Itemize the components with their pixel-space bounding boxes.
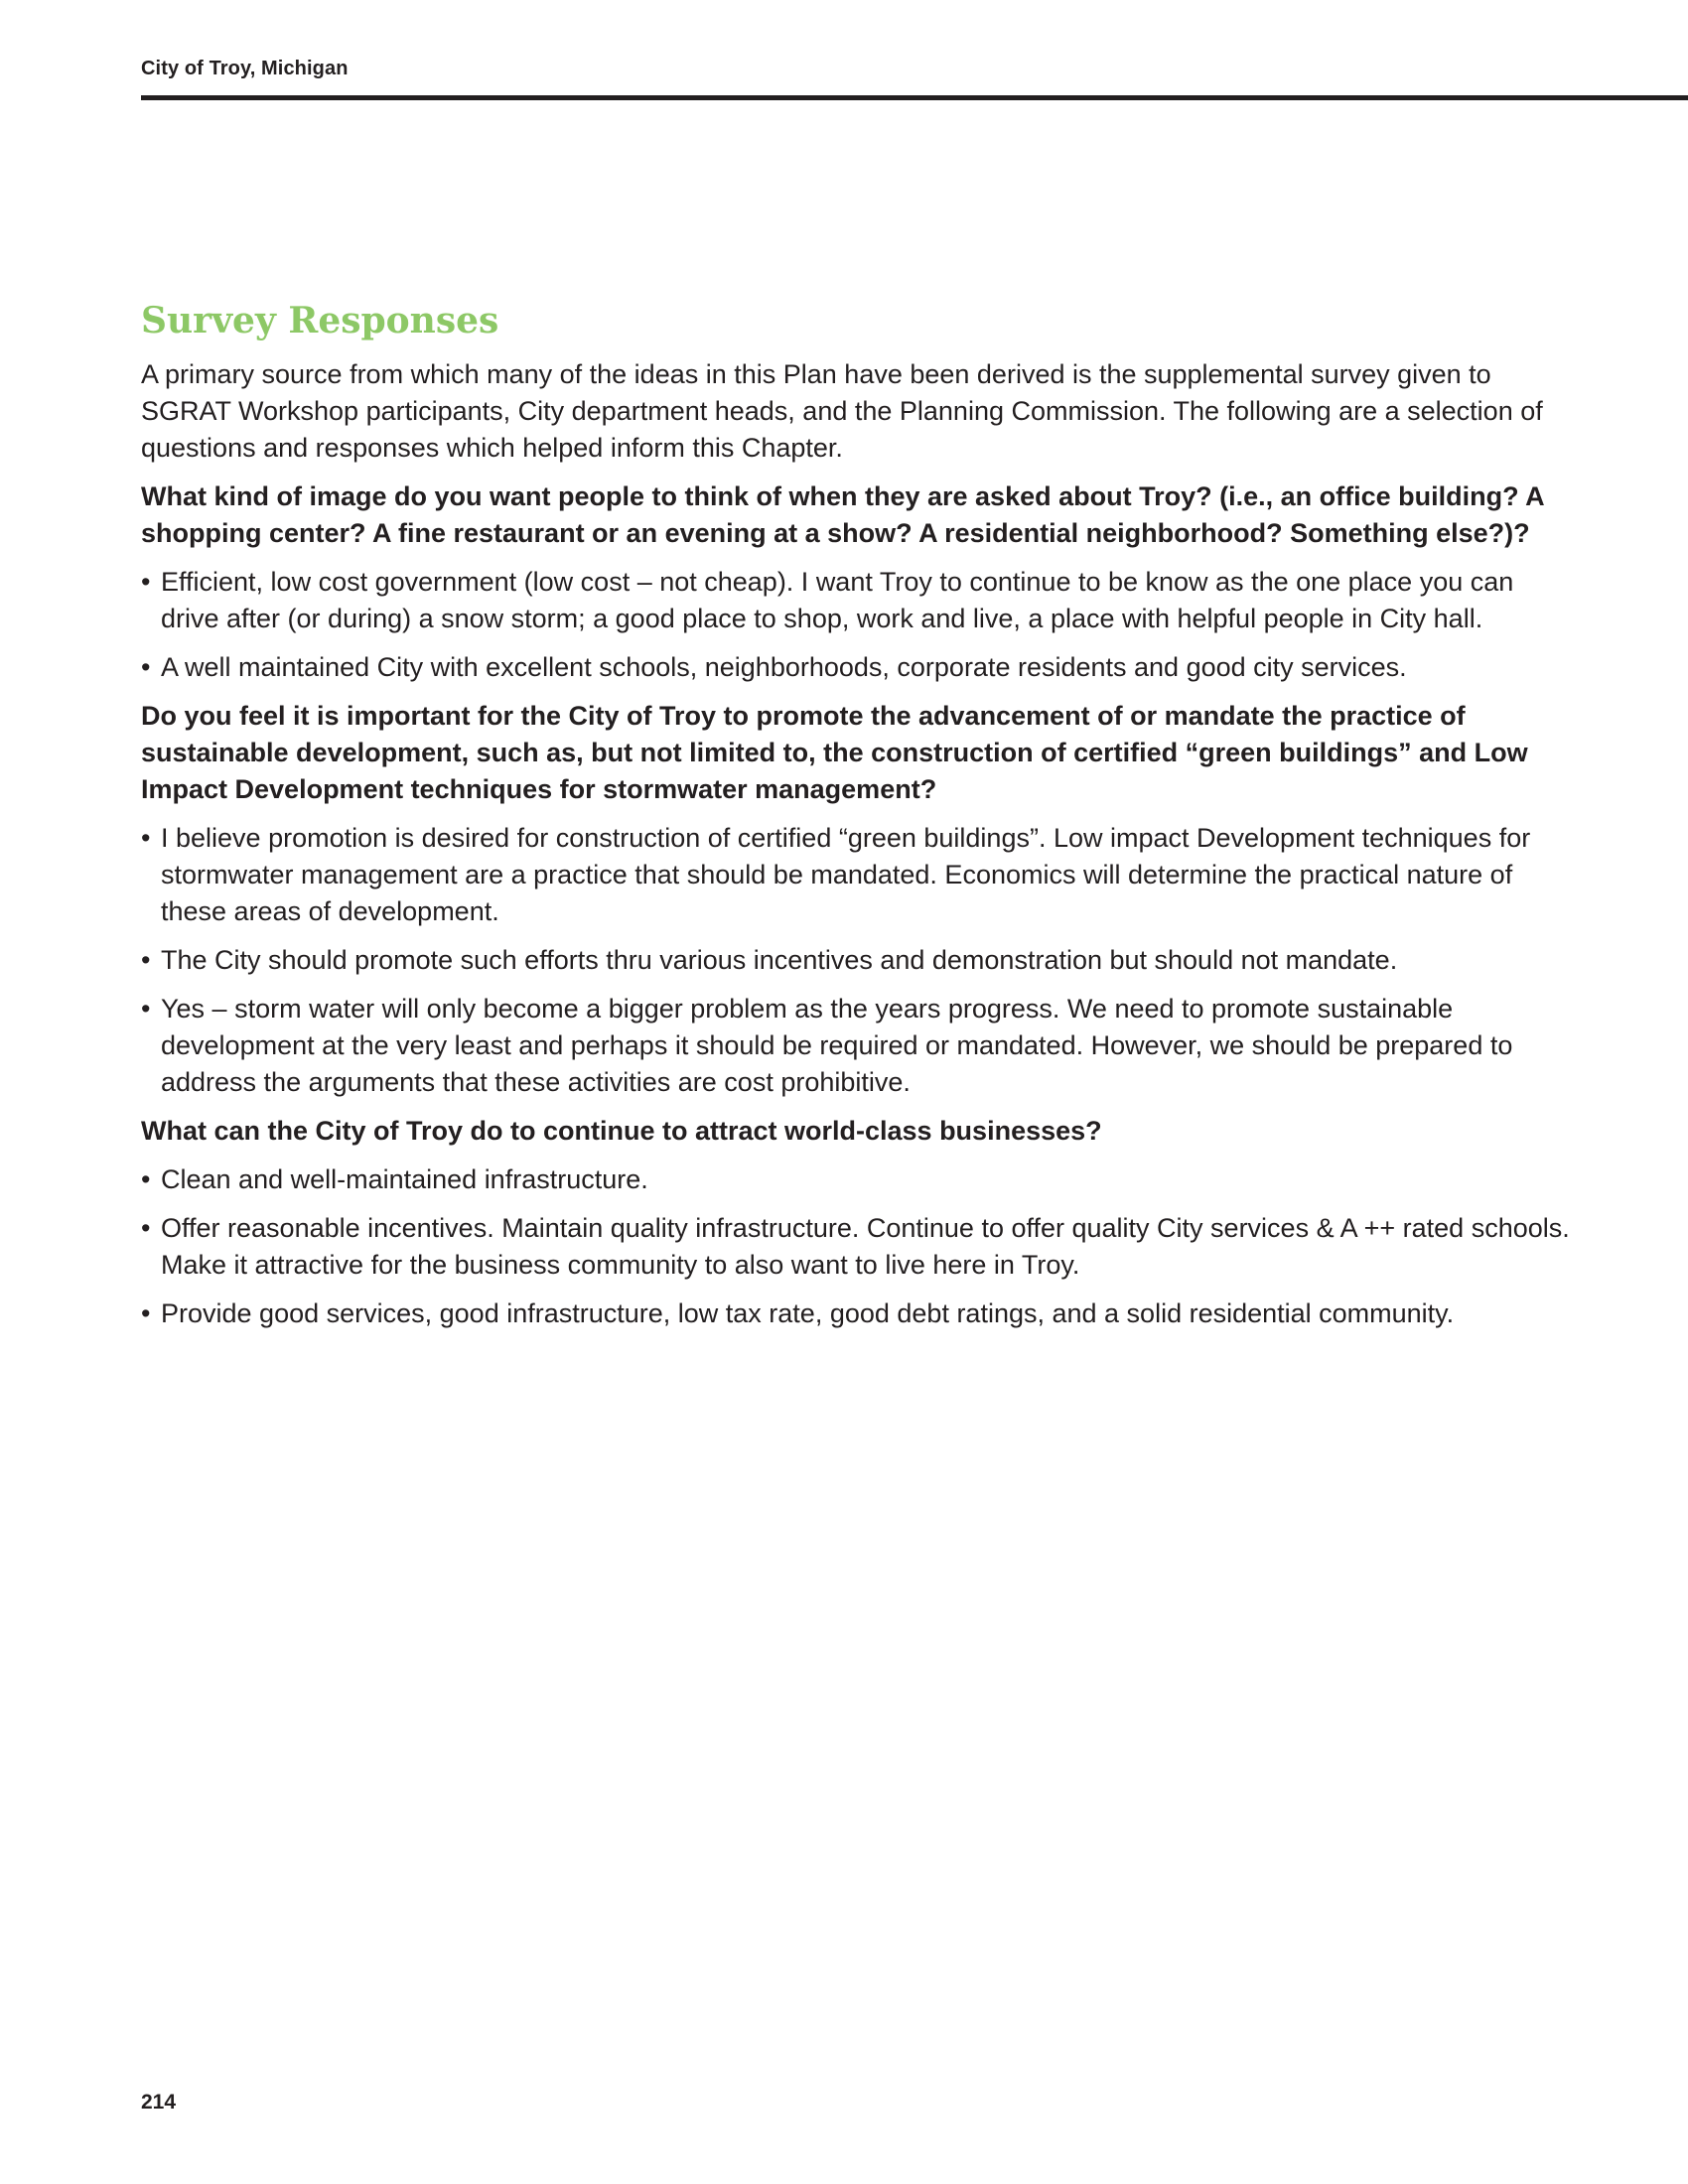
answer-item xyxy=(141,942,1571,979)
question-heading: What kind of image do you want people to think of when they are asked about Troy? (i.e., an office building? A shopping center? A fine restaurant or an evening at a show? A residential neighborhood? Something else?)? xyxy=(141,481,1544,549)
question-block-3 xyxy=(141,1113,1571,1332)
question-heading: Do you feel it is important for the City of Troy to promote the advancement of or mandate the practice of sustainable development, such as, but not limited to, the construction of certified “green buildings” and Low Impact Development techniques for stormwater management? xyxy=(141,701,1528,805)
answer-text: Offer reasonable incentives. Maintain quality infrastructure. Continue to offer quality City services & A ++ rated schools. Make it attractive for the business community to also want to live here in Troy. xyxy=(161,1213,1570,1281)
bullet-icon: • xyxy=(141,1164,151,1195)
page-number: 214 xyxy=(141,2091,177,2114)
answer-list xyxy=(141,564,1571,686)
bullet-icon: • xyxy=(141,1213,151,1244)
running-header: City of Troy, Michigan xyxy=(141,58,349,79)
bullet-icon: • xyxy=(141,994,151,1024)
bullet-icon: • xyxy=(141,823,151,854)
question-heading: What can the City of Troy do to continue to attract world-class businesses? xyxy=(141,1116,1102,1147)
main-content xyxy=(141,300,1571,1344)
answer-list xyxy=(141,820,1571,1101)
question-block-1 xyxy=(141,478,1571,686)
bullet-icon: • xyxy=(141,1298,151,1329)
answer-text: I believe promotion is desired for construction of certified “green buildings”. Low impact Development techniques for stormwater management are a practice that should be mandated. Economics will determine the practical nature of these areas of development. xyxy=(161,823,1531,927)
answer-item xyxy=(141,1161,1571,1198)
bullet-icon: • xyxy=(141,652,151,683)
answer-text: Provide good services, good infrastructure, low tax rate, good debt ratings, and a solid residential community. xyxy=(161,1298,1455,1329)
bullet-icon: • xyxy=(141,945,151,976)
answer-text: The City should promote such efforts thru various incentives and demonstration but should not mandate. xyxy=(161,945,1398,976)
answer-item xyxy=(141,1210,1571,1284)
answer-item xyxy=(141,1296,1571,1332)
answer-text: Efficient, low cost government (low cost – not cheap). I want Troy to continue to be know as the one place you can drive after (or during) a snow storm; a good place to shop, work and live, a place with helpful people in City hall. xyxy=(161,567,1514,634)
question-block-2 xyxy=(141,698,1571,1101)
section-title: Survey Responses xyxy=(141,300,499,341)
answer-list xyxy=(141,1161,1571,1332)
answer-item xyxy=(141,820,1571,930)
answer-text: A well maintained City with excellent schools, neighborhoods, corporate residents and good city services. xyxy=(161,652,1407,683)
answer-item xyxy=(141,649,1571,686)
answer-text: Clean and well-maintained infrastructure. xyxy=(161,1164,648,1195)
intro-paragraph: A primary source from which many of the ideas in this Plan have been derived is the supplemental survey given to SGRAT Workshop participants, City department heads, and the Planning Commission. The following are a selection of questions and responses which helped inform this Chapter. xyxy=(141,359,1543,464)
answer-item xyxy=(141,991,1571,1101)
answer-item xyxy=(141,564,1571,637)
answer-text: Yes – storm water will only become a bigger problem as the years progress. We need to promote sustainable development at the very least and perhaps it should be required or mandated. However, we should be prepared to address the arguments that these activities are cost prohibitive. xyxy=(161,994,1513,1098)
header-rule xyxy=(141,95,1688,100)
bullet-icon: • xyxy=(141,567,151,598)
